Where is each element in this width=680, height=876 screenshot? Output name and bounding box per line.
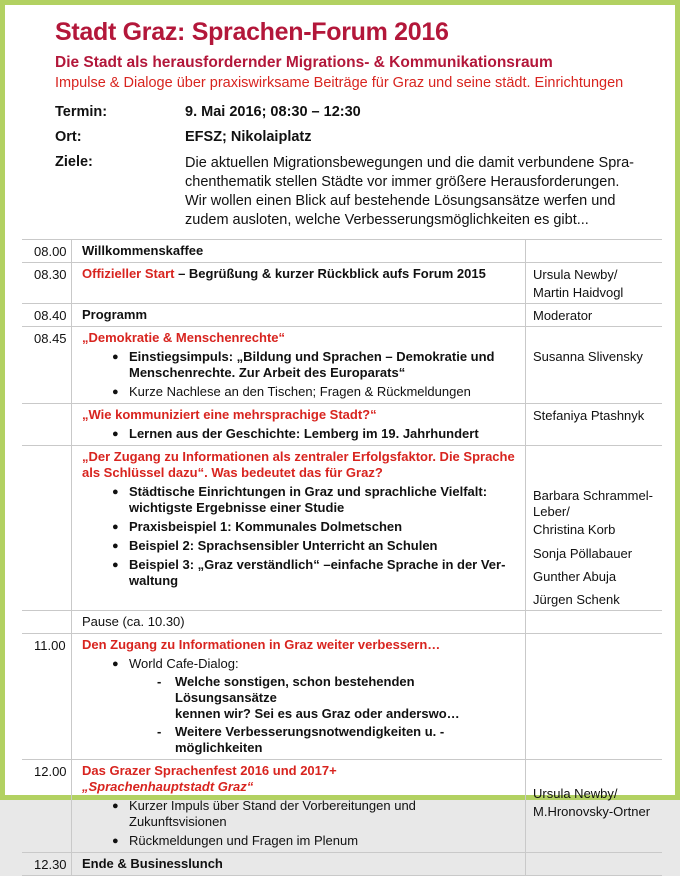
presenter-name: Martin Haidvogl — [533, 285, 624, 300]
bullet-icon: ● — [112, 540, 119, 552]
detail-ziele — [55, 154, 655, 230]
session-heading: Den Zugang zu Informationen in Graz weiter verbessern… — [82, 637, 441, 652]
presenter-cell — [525, 263, 662, 303]
bullet-line: Einstiegsimpuls: „Bildung und Sprachen – Demokratie und — [129, 349, 495, 364]
bullet-item — [112, 519, 517, 535]
page-title: Stadt Graz: Sprachen-Forum 2016 — [55, 18, 449, 46]
table-row — [22, 404, 662, 446]
presenter-name: Stefaniya Ptashnyk — [533, 408, 645, 423]
content-cell — [72, 853, 525, 875]
bullet-text — [129, 484, 487, 516]
bullet-text — [129, 656, 239, 672]
content-cell — [72, 634, 525, 759]
session-title-red: Offizieller Start — [82, 266, 175, 281]
bullet-line: Menschenrechte. Zur Arbeit des Europarats“ — [129, 365, 406, 380]
termin-label: Termin: — [55, 104, 108, 120]
table-row — [22, 304, 662, 327]
bullet-text — [129, 557, 505, 589]
presenter-cell — [525, 327, 662, 403]
bullet-line: Lernen aus der Geschichte: Lemberg im 19. Jahrhundert — [129, 426, 479, 441]
page-subtitle: Die Stadt als herausfordernder Migrations- & Kommunikationsraum — [55, 54, 553, 71]
session-heading: Das Grazer Sprachenfest 2016 und 2017+ — [82, 763, 337, 778]
content-cell — [72, 446, 525, 610]
bullet-line: kennen wir? Sei es aus Graz oder anderswo… — [175, 706, 460, 721]
bullet-line: Kurzer Impuls über Stand der Vorbereitungen und Zukunftsvisionen — [129, 798, 416, 829]
page-tagline: Impulse & Dialoge über praxiswirksame Beiträge für Graz und seine städt. Einrichtungen — [55, 75, 624, 91]
ort-label: Ort: — [55, 129, 82, 145]
session-title: Programm — [82, 307, 148, 322]
bullet-icon: ● — [112, 658, 119, 670]
table-row — [22, 446, 662, 611]
schedule-table — [22, 239, 662, 876]
presenter-name: Gunther Abuja — [533, 569, 617, 584]
ziele-line: Die aktuellen Migrationsbewegungen und die damit verbundene Spra- — [185, 155, 634, 171]
presenter-cell — [525, 304, 662, 326]
ziele-line: chenthematik stellen Städte vor immer größere Herausforderungen. — [185, 174, 620, 190]
bullet-icon: ● — [112, 559, 119, 571]
time-cell: 11.00 — [22, 634, 72, 759]
bullet-line: Kurze Nachlese an den Tischen; Fragen & Rückmeldungen — [129, 384, 471, 399]
time-cell: 08.00 — [22, 240, 72, 262]
session-title-rest: – Begrüßung & kurzer Rückblick aufs Forum 2015 — [174, 266, 486, 281]
content-cell — [72, 263, 525, 303]
detail-termin — [55, 104, 655, 120]
presenter-name: Susanna Slivensky — [533, 349, 643, 364]
content-cell — [72, 611, 525, 633]
session-title: Ende & Businesslunch — [82, 856, 223, 871]
event-details — [5, 91, 675, 230]
presenter-name: Jürgen Schenk — [533, 592, 620, 607]
bullet-line: Welche sonstigen, schon bestehenden Lösungsansätze — [175, 674, 415, 705]
bullet-item — [112, 656, 517, 672]
sub-bullet-item — [157, 724, 517, 756]
time-cell: 12.00 — [22, 760, 72, 852]
session-title — [82, 266, 517, 282]
bullet-item — [112, 557, 517, 589]
bullet-line: Städtische Einrichtungen in Graz und sprachliche Vielfalt: — [129, 484, 488, 499]
table-row — [22, 634, 662, 760]
bullet-line: Weitere Verbesserungsnotwendigkeiten u. -möglichkeiten — [175, 724, 445, 755]
session-heading: „Demokratie & Menschenrechte“ — [82, 330, 286, 345]
content-cell — [72, 304, 525, 326]
content-cell — [72, 240, 525, 262]
presenter-name: Barbara Schrammel-Leber/ — [533, 488, 653, 519]
bullet-icon: ● — [112, 351, 119, 363]
presenter-name: M.Hronovsky-Ortner — [533, 804, 651, 819]
session-heading: als Schlüssel dazu“. Was bedeutet das für Graz? — [82, 465, 383, 480]
session-title: Willkommenskaffee — [82, 243, 204, 258]
session-note: Pause (ca. 10.30) — [82, 614, 185, 629]
table-row — [22, 760, 662, 853]
presenter-name: Sonja Pöllabauer — [533, 546, 633, 561]
table-row — [22, 240, 662, 263]
content-cell — [72, 327, 525, 403]
time-cell — [22, 446, 72, 610]
bullet-text — [129, 349, 495, 381]
bullet-line: Praxisbeispiel 1: Kommunales Dolmetschen — [129, 519, 403, 534]
ort-value: EFSZ; Nikolaiplatz — [185, 129, 312, 145]
bullet-icon: ● — [112, 386, 119, 398]
bullet-icon: ● — [112, 428, 119, 440]
time-cell: 08.30 — [22, 263, 72, 303]
termin-value: 9. Mai 2016; 08:30 – 12:30 — [185, 104, 361, 120]
bullet-text — [129, 833, 358, 849]
session-heading: „Wie kommuniziert eine mehrsprachige Stadt?“ — [82, 407, 377, 422]
bullet-icon: ● — [112, 800, 119, 812]
dash-icon: - — [157, 724, 162, 739]
time-cell — [22, 404, 72, 445]
presenter-cell — [525, 634, 662, 759]
dash-icon: - — [157, 674, 162, 689]
ziele-label: Ziele: — [55, 154, 93, 170]
presenter-name: Ursula Newby/ — [533, 786, 618, 801]
table-row — [22, 611, 662, 634]
bullet-icon: ● — [112, 486, 119, 498]
bullet-line: Rückmeldungen und Fragen im Plenum — [129, 833, 359, 848]
time-cell: 08.45 — [22, 327, 72, 403]
session-heading: „Der Zugang zu Informationen als zentraler Erfolgsfaktor. Die Sprache — [82, 449, 515, 464]
bullet-item — [112, 798, 517, 830]
table-row — [22, 327, 662, 404]
sub-bullet-text — [175, 674, 517, 722]
time-cell: 12.30 — [22, 853, 72, 875]
bullet-icon: ● — [112, 835, 119, 847]
bullet-item — [112, 484, 517, 516]
time-cell — [22, 611, 72, 633]
bullet-icon: ● — [112, 521, 119, 533]
detail-ort — [55, 129, 655, 145]
bullet-item — [112, 538, 517, 554]
table-row — [22, 853, 662, 876]
bullet-item — [112, 426, 517, 442]
presenter-name: Christina Korb — [533, 522, 616, 537]
bullet-text — [129, 426, 479, 442]
presenter-cell — [525, 240, 662, 262]
bullet-text — [129, 798, 517, 830]
bullet-item — [112, 384, 517, 400]
presenter-name: Moderator — [533, 308, 593, 323]
bullet-text — [129, 538, 437, 554]
table-row — [22, 263, 662, 304]
sub-bullet-item — [157, 674, 517, 722]
bullet-item — [112, 833, 517, 849]
bullet-line: waltung — [129, 573, 179, 588]
presenter-cell — [525, 853, 662, 875]
content-cell — [72, 760, 525, 852]
ziele-text — [185, 154, 634, 230]
presenter-cell — [525, 446, 662, 610]
sub-bullet-text — [175, 724, 517, 756]
bullet-text — [129, 384, 471, 400]
ziele-line: Wir wollen einen Blick auf bestehende Lösungsansätze werfen und — [185, 193, 616, 209]
presenter-cell — [525, 404, 662, 445]
presenter-cell — [525, 611, 662, 633]
ziele-line: zudem ausloten, welche Verbesserungsmöglichkeiten es gibt... — [185, 212, 589, 228]
content-cell — [72, 404, 525, 445]
bullet-line: World Cafe-Dialog: — [129, 656, 239, 671]
bullet-line: Beispiel 2: Sprachsensibler Unterricht an Schulen — [129, 538, 438, 553]
presenter-name: Ursula Newby/ — [533, 267, 618, 282]
session-heading-italic: „Sprachenhauptstadt Graz“ — [82, 779, 254, 794]
bullet-line: Beispiel 3: „Graz verständlich“ –einfache Sprache in der Ver- — [129, 557, 506, 572]
bullet-item — [112, 349, 517, 381]
header — [5, 5, 675, 91]
time-cell: 08.40 — [22, 304, 72, 326]
bullet-line: wichtigste Ergebnisse einer Studie — [129, 500, 345, 515]
bullet-text — [129, 519, 402, 535]
presenter-cell — [525, 760, 662, 852]
